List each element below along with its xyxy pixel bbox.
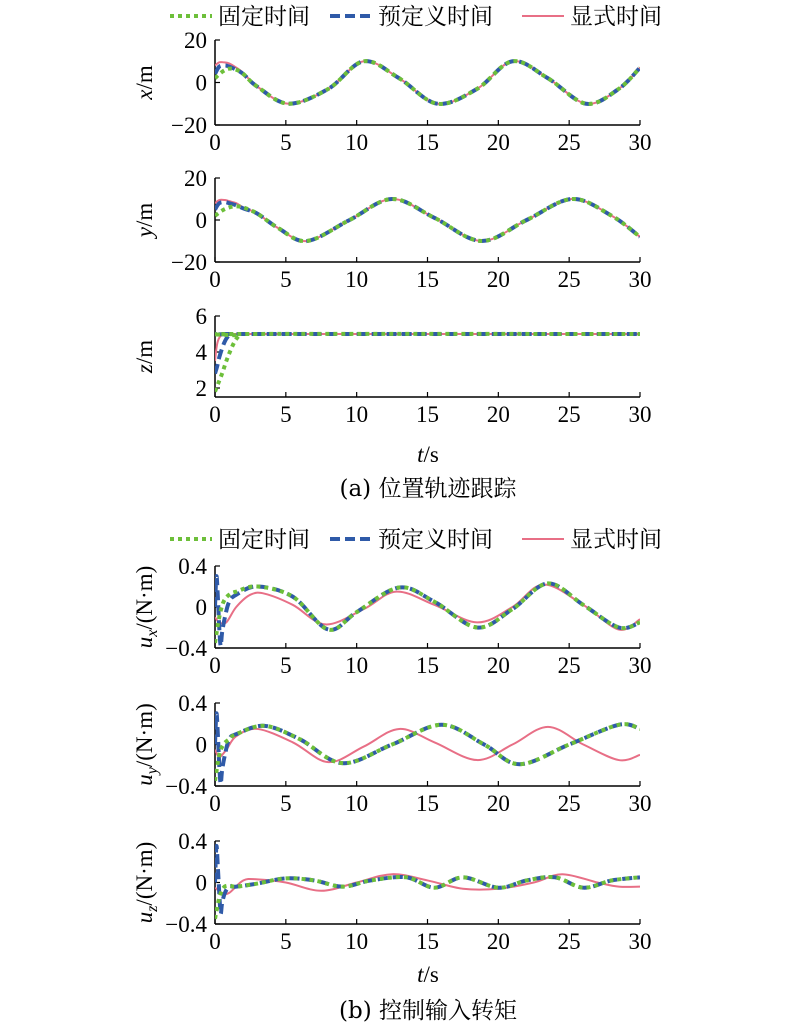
x-tick-label: 5 [280,653,292,678]
x-tick-label: 30 [628,653,652,678]
x-tick-label: 20 [486,791,510,816]
y-tick-label: −0.4 [165,636,207,661]
y-axis-label: $u_y/(N\cdot m)$ [132,703,161,786]
subplot-ux-torque [132,554,652,678]
x-tick-label: 5 [280,791,292,816]
y-tick-label: 0.4 [178,829,207,854]
series-line-predefined [203,334,640,374]
y-tick-label: 4 [195,340,207,365]
y-tick-label: 0 [195,208,207,233]
series-line-fixed [215,199,640,241]
series-line-explicit [215,727,640,762]
legend-a-explicit-label: 显式时间 [570,4,662,30]
x-tick-label: 5 [280,267,292,292]
x-tick-label: 25 [557,130,581,155]
y-tick-label: −20 [171,250,207,275]
x-tick-label: 0 [209,929,221,954]
series-line-fixed [215,61,640,104]
x-tick-label: 0 [209,130,221,155]
y-tick-label: 20 [184,28,207,53]
x-tick-label: 30 [628,130,652,155]
x-tick-label: 20 [486,267,510,292]
x-tick-label: 10 [345,929,369,954]
legend-b [170,527,662,553]
x-tick-label: 30 [628,791,652,816]
caption-a: (a) 位置轨迹跟踪 [339,476,517,502]
y-tick-label: 20 [184,166,207,191]
subplot-z-position [132,304,652,427]
legend-a [170,4,662,30]
legend-a-fixed-label: 固定时间 [218,4,310,30]
x-tick-label: 15 [416,791,439,816]
x-tick-label: 15 [416,267,439,292]
y-tick-label: 0.4 [178,554,207,579]
x-axis-label-a: t/s [417,442,439,467]
y-axis-label: $u_x/(N\cdot m)$ [132,565,161,649]
x-tick-label: 0 [209,402,221,427]
x-tick-label: 20 [486,130,510,155]
legend-b-explicit-label: 显式时间 [570,527,662,553]
subplot-uz-torque [132,829,652,954]
x-tick-label: 15 [416,402,439,427]
x-tick-label: 10 [345,653,369,678]
x-tick-label: 10 [345,791,369,816]
x-tick-label: 25 [557,267,581,292]
x-tick-label: 20 [486,653,510,678]
y-tick-label: 0 [195,595,207,620]
x-tick-label: 25 [557,929,581,954]
y-axis-label: y/m [132,202,157,238]
x-tick-label: 5 [280,130,292,155]
x-tick-label: 10 [345,130,369,155]
series-line-fixed [215,877,640,919]
x-tick-label: 0 [209,653,221,678]
y-tick-label: 0.4 [178,691,207,716]
series-line-predefined [215,576,640,646]
y-tick-label: −20 [171,113,207,138]
x-tick-label: 25 [557,402,581,427]
x-tick-label: 5 [280,402,292,427]
subplot-y-position [132,166,652,292]
y-tick-label: 6 [195,304,207,329]
x-tick-label: 30 [628,402,652,427]
y-tick-label: −0.4 [165,774,207,799]
y-tick-label: −0.4 [165,912,207,937]
x-tick-label: 25 [557,791,581,816]
series-line-predefined [215,199,640,241]
x-tick-label: 20 [486,929,510,954]
x-tick-label: 15 [416,653,439,678]
y-tick-label: 2 [195,376,207,401]
x-tick-label: 30 [628,267,652,292]
legend-b-fixed-label: 固定时间 [218,527,310,553]
y-axis-label: x/m [132,65,157,100]
x-tick-label: 0 [209,267,221,292]
y-axis-label: $u_z/(N\cdot m)$ [132,841,161,924]
x-tick-label: 10 [345,402,369,427]
y-tick-label: 0 [195,732,207,758]
legend-a-predefined-label: 预定义时间 [378,4,493,30]
series-line-explicit [215,199,640,241]
caption-b: (b) 控制输入转矩 [339,998,517,1024]
series-line-fixed [215,724,640,781]
x-tick-label: 20 [486,402,510,427]
x-tick-label: 15 [416,929,439,954]
series-line-explicit [193,334,640,361]
y-axis-label: z/m [132,339,157,374]
x-tick-label: 25 [557,653,581,678]
x-tick-label: 15 [416,130,439,155]
x-axis-label-b: t/s [417,962,439,987]
x-tick-label: 0 [209,791,221,816]
x-tick-label: 30 [628,929,652,954]
subplot-x-position [132,28,652,155]
y-tick-label: 0 [195,70,207,96]
legend-b-predefined-label: 预定义时间 [378,527,493,553]
y-tick-label: 0 [195,870,207,896]
series-line-fixed [213,334,640,392]
series-line-predefined [215,713,640,784]
x-tick-label: 5 [280,929,292,954]
x-tick-label: 10 [345,267,369,292]
subplot-uy-torque [132,691,652,816]
